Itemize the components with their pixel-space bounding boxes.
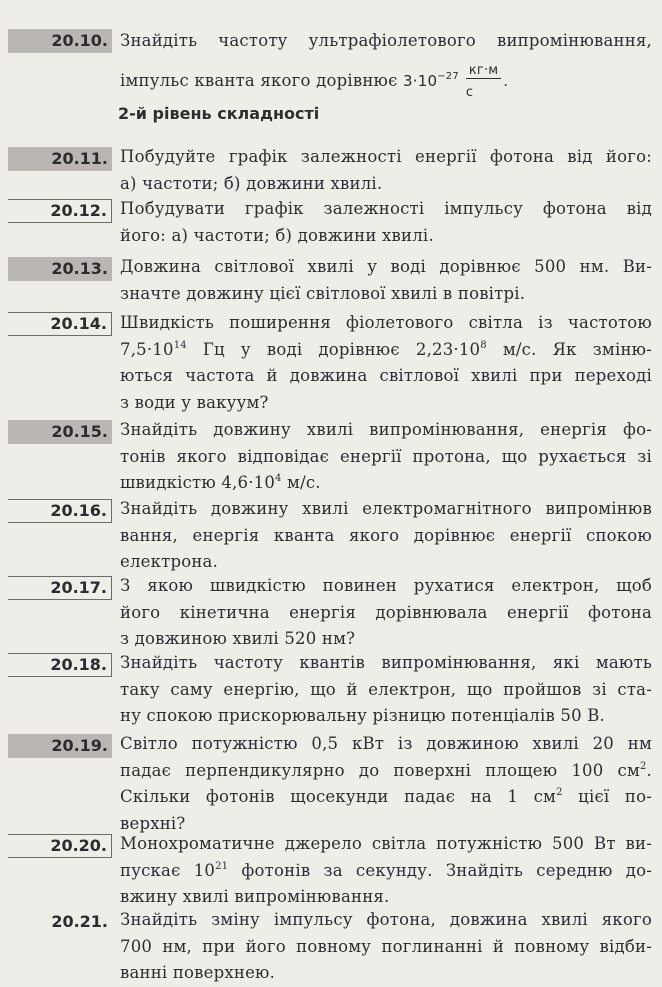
problem-number: 20.19.: [8, 734, 112, 758]
problem-text: Швидкість поширення фіолетового світла із частотою $7,5\cdot 10^{14}$ Гц у воді дорівнює $2,23\cdot 10^8$ м/с. Як зміню- ються частота й довжина світлової хвилі при переході з води у вакуум?: [120, 313, 652, 412]
momentum-formula: $3\cdot 10^{-27}$ $\frac{кг\cdot м}{с}$ .: [402, 62, 509, 100]
problem-text: Світло потужністю 0,5 кВт із довжиною хвилі 20 нм падає перпендикулярно до поверхні площею 100 $см^2$. Скільки фотонів щосекунди падає на 1 $см^2$ цієї по- верхні?: [120, 734, 652, 833]
problem-text: Знайдіть довжину хвилі випромінювання, енергія фо- тонів якого відповідає енергії протона, що рухається зі швидкістю $4,6\cdot 10^4$ м/с.: [120, 420, 652, 492]
problem-text: З якою швидкістю повинен рухатися електрон, щоб його кінетична енергія дорівнювала енергії фотона з довжиною хвилі 520 нм?: [120, 576, 652, 648]
problem-text: Знайдіть зміну імпульсу фотона, довжина хвилі якого 700 нм, при його повному поглинанні й повному відби- ванні поверхнею.: [120, 910, 652, 982]
problem-number: 20.12.: [8, 199, 112, 223]
section-title: 2-й рівень складності: [118, 104, 320, 123]
problem-text: Побудувати графік залежності імпульсу фотона від його: а) частоти; б) довжини хвилі.: [120, 199, 652, 245]
problem-number: 20.20.: [8, 834, 112, 858]
problem-text: Знайдіть частоту ультрафіолетового випромінювання, імпульс кванта якого дорівнює $3\cdot 10^{-27}$ $\frac{кг\cdot м}{с}$ .: [120, 31, 652, 100]
problem-text: Знайдіть частоту квантів випромінювання, які мають таку саму енергію, що й електрон, що пройшов зі ста- ну спокою прискорювальну різницю потенціалів 50 В.: [120, 653, 652, 725]
problem-number: 20.18.: [8, 653, 112, 677]
problem-number: 20.13.: [8, 257, 112, 281]
unit-fraction: $\frac{кг\cdot м}{с}$: [466, 63, 501, 100]
problem-number: 20.11.: [8, 147, 112, 171]
problem-number: 20.14.: [8, 312, 112, 336]
problem-number: 20.10.: [8, 29, 112, 53]
problem-text: Побудуйте графік залежності енергії фотона від його: а) частоти; б) довжини хвилі.: [120, 147, 652, 193]
problem-text: Довжина світлової хвилі у воді дорівнює 500 нм. Ви- значте довжину цієї світлової хвилі в повітрі.: [120, 257, 652, 303]
problem-text: Знайдіть довжину хвилі електромагнітного випромінюв вання, енергія кванта якого дорівнює енергії спокою електрона.: [120, 499, 652, 571]
problem-number: 20.17.: [8, 576, 112, 600]
problem-number: 20.21.: [51, 912, 108, 931]
problem-number: 20.15.: [8, 420, 112, 444]
problem-number: 20.16.: [8, 499, 112, 523]
problem-text: Монохроматичне джерело світла потужністю 500 Вт ви- пускає $10^{21}$ фотонів за секунду. Знайдіть середню до- вжину хвилі випромінювання.: [120, 834, 652, 906]
